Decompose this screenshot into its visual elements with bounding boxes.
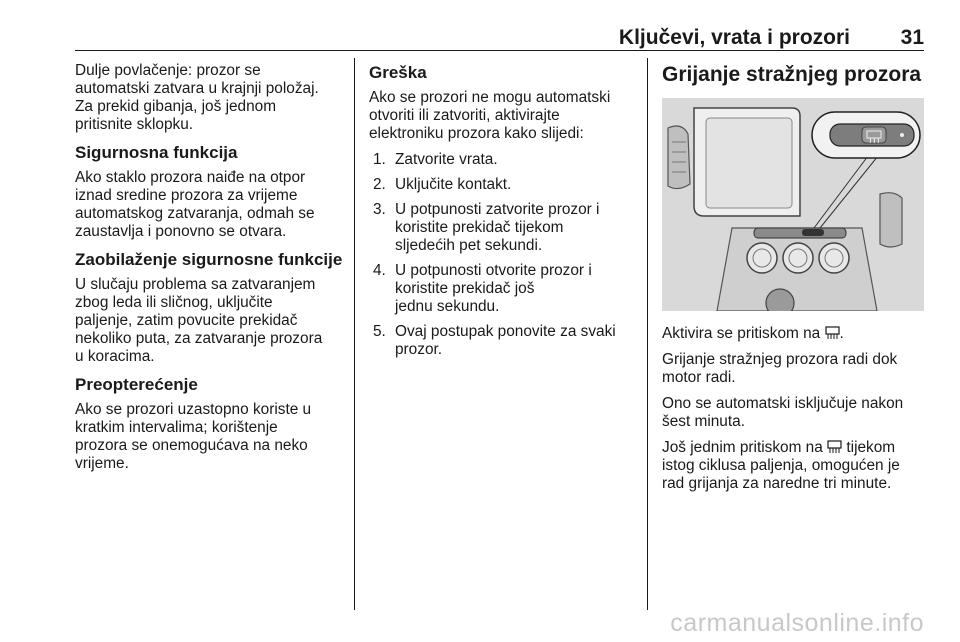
step-text: koristite prekidač tijekom (395, 219, 564, 236)
text-line: U slučaju problema sa zatvaranjem (75, 276, 316, 293)
list-item (369, 323, 637, 359)
section-heading-overload: Preopterećenje (75, 375, 198, 394)
activation-paragraph (662, 325, 924, 343)
rear-window-defrost-icon (827, 440, 842, 454)
text-line: pritisnite sklopku. (75, 116, 194, 133)
header-rule (75, 50, 924, 51)
override-paragraph (75, 276, 347, 366)
step-text: sljedećih pet sekundi. (395, 237, 543, 254)
text-fragment: . (839, 325, 844, 342)
column-2 (369, 62, 637, 366)
text-fragment: Još jednim pritiskom na (662, 439, 823, 456)
step-number: 4. (373, 262, 386, 279)
list-item (369, 176, 637, 194)
text-line: motor radi. (662, 369, 736, 386)
watermark[interactable]: carmanualsonline.info (670, 609, 924, 637)
text-line: u koracima. (75, 348, 155, 365)
step-text: Uključite kontakt. (395, 176, 512, 193)
column-1 (75, 62, 347, 481)
section-heading-fault: Greška (369, 63, 427, 82)
text-line: zaustavlja i ponovno se otvara. (75, 223, 287, 240)
text-line: automatski zatvara u krajnji položaj. (75, 80, 319, 97)
text-line: Za prekid gibanja, još jednom (75, 98, 277, 115)
step-number: 2. (373, 176, 386, 193)
column-divider-2 (647, 58, 648, 610)
text-line: istog ciklusa paljenja, omogućen je (662, 457, 900, 474)
dashboard-illustration (662, 98, 924, 311)
intro-paragraph (75, 62, 347, 134)
steps-list (369, 151, 637, 359)
fault-intro-paragraph (369, 89, 637, 143)
text-line: prozora se onemogućava na neko (75, 437, 308, 454)
section-heading-safety: Sigurnosna funkcija (75, 143, 238, 162)
text-line: Ako staklo prozora naiđe na otpor (75, 169, 306, 186)
section-heading-rear-defrost: Grijanje stražnjeg prozora (662, 63, 922, 86)
text-line: zbog leda ili sličnog, uključite (75, 294, 273, 311)
list-item (369, 201, 637, 255)
auto-off-paragraph (662, 395, 924, 431)
safety-paragraph (75, 169, 347, 241)
text-line (662, 439, 924, 457)
text-line: kratkim intervalima; korištenje (75, 419, 278, 436)
text-line: vrijeme. (75, 455, 129, 472)
text-line: otvoriti ili zatvoriti, aktivirajte (369, 107, 560, 124)
step-text: U potpunosti otvorite prozor i (395, 262, 592, 279)
text-line: automatskog zatvaranja, odmah se (75, 205, 315, 222)
step-number: 5. (373, 323, 386, 340)
text-line: nekoliko puta, za zatvaranje prozora (75, 330, 323, 347)
step-text: koristite prekidač još (395, 280, 535, 297)
text-line: elektroniku prozora kako slijedi: (369, 125, 584, 142)
step-text: Zatvorite vrata. (395, 151, 498, 168)
text-line: Grijanje stražnjeg prozora radi dok (662, 351, 898, 368)
text-line: rad grijanja za naredne tri minute. (662, 475, 892, 492)
text-line: Ono se automatski isključuje nakon (662, 395, 904, 412)
engine-paragraph (662, 351, 924, 387)
section-heading-override: Zaobilaženje sigurnosne funkcije (75, 250, 343, 269)
text-line: šest minuta. (662, 413, 745, 430)
step-number: 3. (373, 201, 386, 218)
text-line: Ako se prozori uzastopno koriste u (75, 401, 312, 418)
page-number: 31 (900, 26, 924, 49)
text-line: iznad sredine prozora za vrijeme (75, 187, 298, 204)
overload-paragraph (75, 401, 347, 473)
text-line: paljenje, zatim povucite prekidač (75, 312, 298, 329)
step-text: U potpunosti zatvorite prozor i (395, 201, 600, 218)
list-item (369, 151, 637, 169)
column-divider-1 (354, 58, 355, 610)
text-line: Ako se prozori ne mogu automatski (369, 89, 611, 106)
column-3 (662, 62, 924, 501)
step-text: Ovaj postupak ponovite za svaki (395, 323, 616, 340)
text-fragment: Aktivira se pritiskom na (662, 325, 821, 342)
repeat-paragraph (662, 439, 924, 493)
step-text: jednu sekundu. (395, 298, 500, 315)
text-fragment: tijekom (846, 439, 896, 456)
rear-window-defrost-icon (825, 326, 840, 340)
text-line: Dulje povlačenje: prozor se (75, 62, 261, 79)
step-text: prozor. (395, 341, 443, 358)
running-header-title: Ključevi, vrata i prozori (618, 26, 850, 49)
list-item (369, 262, 637, 316)
step-number: 1. (373, 151, 386, 168)
